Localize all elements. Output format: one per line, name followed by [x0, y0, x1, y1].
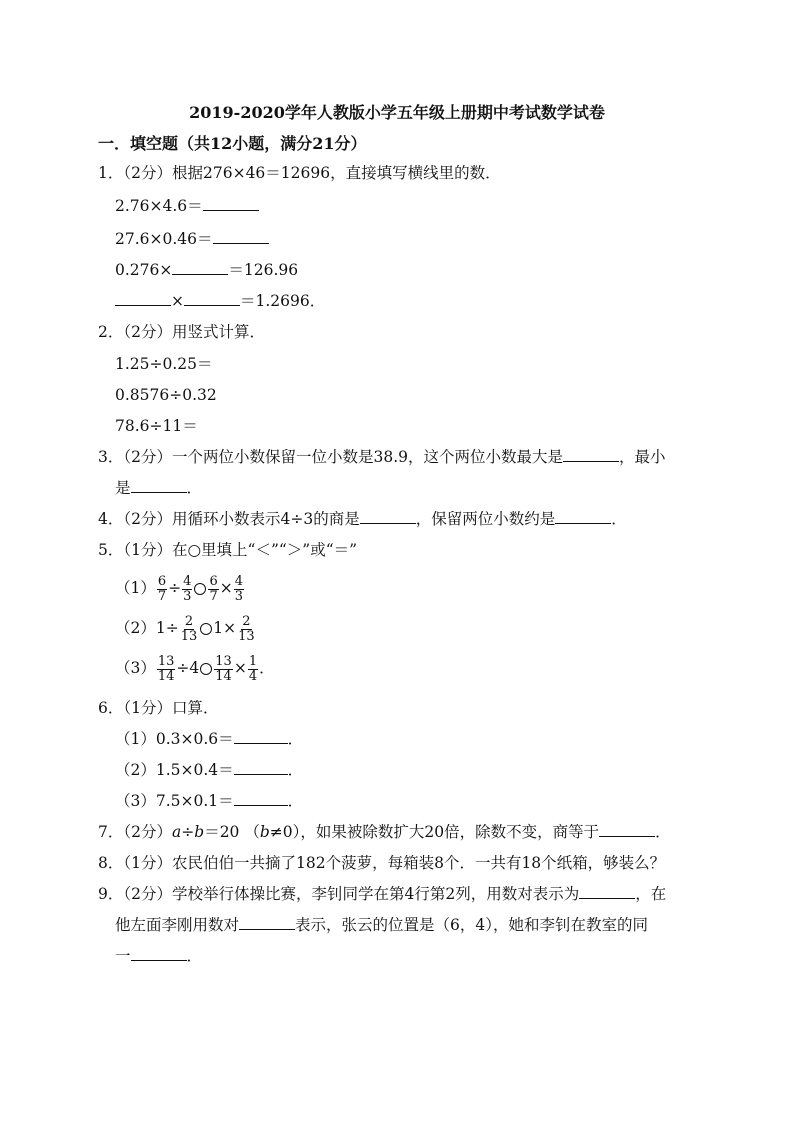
- question-number: 1．: [98, 164, 124, 182]
- expression: ≠0）: [269, 823, 301, 841]
- expression: ÷4: [176, 659, 200, 677]
- numerator: 13: [157, 653, 175, 669]
- question-number: 4．: [98, 510, 124, 528]
- answer-blank[interactable]: [131, 478, 187, 493]
- fraction: [237, 615, 256, 644]
- question-text: 学校举行体操比赛，李钊同学在第4行第2列，用数对表示为: [172, 885, 580, 903]
- expression: ×: [171, 292, 184, 310]
- expression: （2）1.5×0.4＝: [115, 761, 234, 779]
- item-label: （1）: [115, 579, 156, 597]
- denominator: 4: [248, 668, 258, 684]
- numerator: 13: [215, 653, 232, 669]
- q2-item-2: 0.8576÷0.32: [115, 386, 217, 404]
- item-label: （3）: [115, 659, 156, 677]
- question-text: 表示，张云的位置是（6，4），她和李钊在教室的同: [295, 916, 648, 934]
- question-8-stem: [98, 853, 665, 873]
- denominator: 14: [157, 668, 175, 684]
- question-7-stem: [98, 822, 671, 842]
- fraction: [180, 615, 199, 644]
- question-text: 农民伯伯一共摘了182个菠萝，每箱装8个．一共有18个纸箱，够装么？: [172, 854, 666, 872]
- denominator: 3: [183, 588, 192, 604]
- question-9-line-2: [115, 915, 648, 935]
- document-title: 2019-2020学年人教版小学五年级上册期中考试数学试卷: [189, 103, 605, 122]
- numerator: 2: [242, 613, 251, 629]
- answer-blank[interactable]: [115, 291, 171, 306]
- answer-blank[interactable]: [579, 884, 635, 899]
- expression: 2.76×4.6＝: [115, 197, 203, 215]
- variable-b: b: [194, 823, 205, 841]
- answer-blank[interactable]: [203, 196, 259, 211]
- question-score: （2分）: [123, 510, 172, 528]
- question-5-stem: [98, 540, 357, 560]
- operator: ×: [219, 579, 233, 597]
- question-text: 口算．: [172, 699, 219, 717]
- expression: ＝126.96: [228, 261, 299, 279]
- q5-item-1: [115, 573, 245, 604]
- punctuation: ．: [186, 479, 203, 497]
- q2-item-1: 1.25÷0.25＝: [115, 355, 213, 373]
- denominator: 14: [215, 668, 232, 684]
- question-text: 一: [115, 947, 131, 965]
- fraction: [248, 655, 258, 684]
- answer-blank[interactable]: [184, 291, 240, 306]
- question-text: 他左面李刚用数对: [115, 916, 240, 934]
- fraction: [157, 575, 167, 604]
- expression: 0.276×: [115, 261, 173, 279]
- punctuation: ．: [186, 947, 203, 965]
- expression: 1×: [213, 619, 237, 637]
- question-score: （2分）: [123, 164, 172, 182]
- answer-blank[interactable]: [599, 822, 655, 837]
- numerator: 4: [234, 573, 243, 589]
- operator: ×: [233, 659, 247, 677]
- question-3-stem: [98, 447, 666, 467]
- expression: （3）7.5×0.1＝: [115, 792, 234, 810]
- q1-item-4: [115, 291, 325, 311]
- question-4-stem: [98, 509, 627, 529]
- operator: ÷: [181, 823, 195, 841]
- fraction: [234, 575, 244, 604]
- q5-item-2: [115, 613, 257, 644]
- numerator: 6: [157, 573, 167, 589]
- operator: ÷: [168, 579, 182, 597]
- compare-circle[interactable]: [200, 623, 212, 635]
- question-score: （2分）: [123, 823, 172, 841]
- question-number: 6．: [98, 699, 124, 717]
- numerator: 1: [248, 653, 258, 669]
- q1-item-3: [115, 260, 298, 280]
- q6-item-2: [115, 760, 303, 780]
- question-number: 8．: [98, 854, 124, 872]
- answer-blank[interactable]: [234, 729, 288, 744]
- answer-blank[interactable]: [131, 946, 187, 961]
- question-3-continued: [115, 478, 202, 498]
- answer-blank[interactable]: [563, 447, 619, 462]
- question-6-stem: [98, 698, 219, 718]
- denominator: 7: [209, 588, 218, 604]
- question-score: （2分）: [123, 885, 172, 903]
- expression: 27.6×0.46＝: [115, 230, 213, 248]
- question-1-stem: [98, 163, 501, 183]
- question-score: （1分）: [123, 854, 172, 872]
- question-text: 根据276×46＝12696，直接填写横线里的数．: [172, 164, 501, 182]
- denominator: 7: [157, 588, 167, 604]
- variable-b: b: [259, 823, 270, 841]
- numerator: 6: [209, 573, 218, 589]
- question-text: 是: [115, 479, 131, 497]
- denominator: 13: [180, 628, 198, 644]
- denominator: 13: [238, 628, 255, 644]
- compare-circle[interactable]: [194, 583, 206, 595]
- question-text: ，如果被除数扩大20倍，除数不变，商等于: [300, 823, 600, 841]
- question-score: （2分）: [123, 323, 172, 341]
- question-text: 一个两位小数保留一位小数是38.9，这个两位小数最大是: [172, 448, 564, 466]
- denominator: 3: [234, 588, 243, 604]
- fraction: [182, 575, 192, 604]
- item-label: （2）: [115, 619, 156, 637]
- expression: 1÷: [155, 619, 179, 637]
- q6-item-1: [115, 729, 303, 749]
- q5-item-3: [115, 653, 275, 684]
- numerator: 2: [184, 613, 194, 629]
- question-text: 用竖式计算．: [172, 323, 266, 341]
- question-text: 在○里填上“＜”“＞”或“＝”: [172, 541, 358, 559]
- q6-item-3: [115, 791, 303, 811]
- question-2-stem: [98, 322, 265, 342]
- q2-item-3: 78.6÷11＝: [115, 417, 198, 435]
- question-number: 9．: [98, 885, 124, 903]
- fraction: [208, 575, 218, 604]
- answer-blank[interactable]: [172, 260, 228, 275]
- question-number: 3．: [98, 448, 124, 466]
- answer-blank[interactable]: [360, 509, 416, 524]
- question-9-stem: [98, 884, 666, 904]
- variable-a: a: [172, 823, 182, 841]
- answer-blank[interactable]: [234, 791, 288, 806]
- question-text: 用循环小数表示4÷3的商是: [172, 510, 360, 528]
- expression: ＝1.2696．: [240, 292, 326, 310]
- punctuation: ．: [287, 761, 304, 779]
- expression: ＝20 （: [204, 823, 260, 841]
- q1-item-2: [115, 229, 269, 249]
- fraction: [157, 655, 176, 684]
- question-text: ，保留两位小数约是: [415, 510, 556, 528]
- question-number: 2．: [98, 323, 124, 341]
- punctuation: ．: [611, 510, 627, 528]
- punctuation: ．: [287, 730, 304, 748]
- compare-circle[interactable]: [200, 663, 212, 675]
- expression: （1）0.3×0.6＝: [115, 730, 234, 748]
- question-text: ，最小: [619, 448, 666, 466]
- punctuation: ．: [287, 792, 304, 810]
- punctuation: ．: [259, 659, 275, 677]
- question-score: （2分）: [123, 448, 172, 466]
- question-9-line-3: [115, 946, 202, 966]
- q1-item-1: [115, 196, 259, 216]
- section-heading: 一．填空题（共12小题，满分21分）: [98, 134, 367, 153]
- question-score: （1分）: [123, 699, 172, 717]
- answer-blank[interactable]: [555, 509, 611, 524]
- answer-blank[interactable]: [234, 760, 288, 775]
- question-number: 5．: [98, 541, 124, 559]
- punctuation: ．: [655, 823, 671, 841]
- answer-blank[interactable]: [239, 915, 295, 930]
- question-number: 7．: [98, 823, 124, 841]
- answer-blank[interactable]: [213, 229, 269, 244]
- question-score: （1分）: [123, 541, 172, 559]
- numerator: 4: [183, 573, 192, 589]
- fraction: [214, 655, 233, 684]
- question-text: ，在: [635, 885, 667, 903]
